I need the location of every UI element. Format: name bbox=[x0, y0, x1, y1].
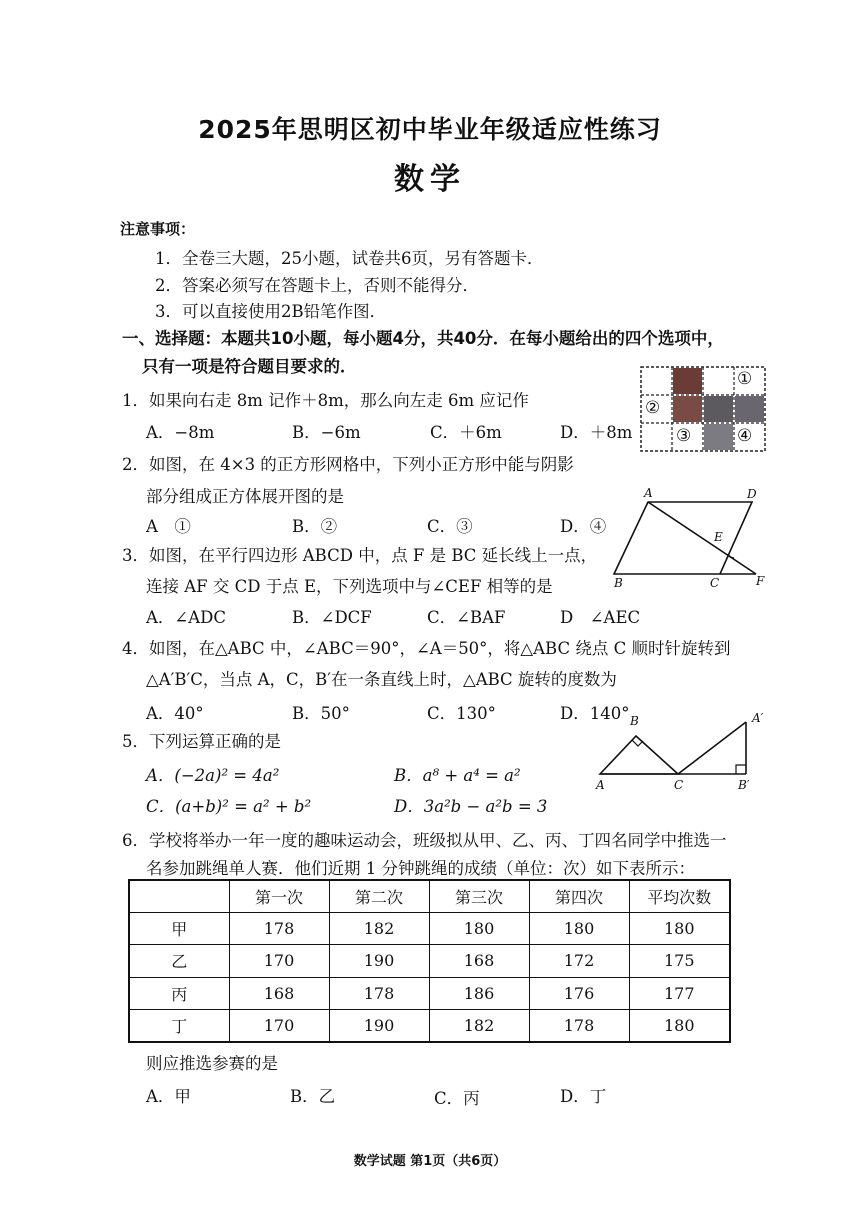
q2-option-d: D．④ bbox=[560, 517, 607, 536]
q5-option-d: D．3a²b − a²b = 3 bbox=[394, 797, 548, 816]
table-cell: 170 bbox=[229, 1009, 329, 1042]
subject-title: 数学 bbox=[394, 162, 466, 197]
table-cell: 176 bbox=[529, 977, 629, 1009]
table-cell: 180 bbox=[429, 913, 529, 945]
q3-parallelogram-figure bbox=[600, 488, 780, 594]
q1-stem: 1．如果向右走 8m 记作＋8m，那么向左走 6m 应记作 bbox=[122, 391, 529, 410]
table-header-cell: 平均次数 bbox=[629, 880, 730, 913]
table-cell: 178 bbox=[229, 913, 329, 945]
q1-option-c: C．＋6m bbox=[430, 423, 502, 442]
page-footer: 数学试题 第1页（共6页） bbox=[353, 1154, 507, 1169]
q5-stem: 5．下列运算正确的是 bbox=[122, 732, 281, 751]
q3-stem-cont: 连接 AF 交 CD 于点 E，下列选项中与∠CEF 相等的是 bbox=[146, 577, 553, 596]
table-cell: 190 bbox=[329, 945, 429, 977]
table-header-cell: 第四次 bbox=[529, 880, 629, 913]
q1-option-d: D．＋8m bbox=[560, 423, 633, 442]
q2-grid-figure bbox=[640, 366, 768, 458]
label-a: A bbox=[596, 778, 605, 792]
table-cell: 168 bbox=[429, 945, 529, 977]
q4-option-d: D．140° bbox=[560, 704, 630, 723]
label-b: B bbox=[630, 714, 639, 728]
notes-heading: 注意事项： bbox=[120, 220, 196, 238]
q6-stem: 6．学校将举办一年一度的趣味运动会，班级拟从甲、乙、丙、丁四名同学中推选一 bbox=[122, 831, 727, 850]
q6-option-d: D．丁 bbox=[560, 1087, 607, 1106]
grid-label-2: ② bbox=[645, 398, 661, 418]
q4-stem-cont: △A′B′C，当点 A，C，B′在一条直线上时，△ABC 旋转的度数为 bbox=[146, 670, 617, 689]
label-b: B bbox=[614, 576, 623, 590]
table-row bbox=[129, 913, 730, 945]
label-c: C bbox=[710, 576, 720, 590]
table-cell: 178 bbox=[529, 1009, 629, 1042]
table-cell: 190 bbox=[329, 1009, 429, 1042]
notes-item: 2．答案必须写在答题卡上，否则不能得分． bbox=[155, 276, 479, 295]
notes-item: 3．可以直接使用2B铅笔作图． bbox=[155, 302, 387, 321]
q6-option-b: B．乙 bbox=[290, 1087, 336, 1106]
q4-rotation-figure bbox=[592, 712, 777, 794]
label-b-prime: B′ bbox=[738, 778, 750, 792]
q2-option-b: B．② bbox=[292, 517, 338, 536]
table-cell: 182 bbox=[329, 913, 429, 945]
notes-item: 1．全卷三大题，25小题，试卷共6页，另有答题卡． bbox=[155, 249, 544, 268]
q1-option-b: B．−6m bbox=[292, 423, 361, 442]
table-cell: 170 bbox=[229, 945, 329, 977]
label-a: A bbox=[644, 486, 653, 500]
q3-option-c: C．∠BAF bbox=[427, 608, 506, 627]
q5-option-b: B．a⁸ + a⁴ = a² bbox=[394, 766, 521, 785]
q3-option-a: A．∠ADC bbox=[146, 608, 227, 627]
q3-stem: 3．如图，在平行四边形 ABCD 中，点 F 是 BC 延长线上一点， bbox=[122, 546, 598, 565]
table-cell: 180 bbox=[629, 913, 730, 945]
q4-stem: 4．如图，在△ABC 中，∠ABC＝90°，∠A＝50°，将△ABC 绕点 C 顺时针旋转到 bbox=[122, 639, 731, 658]
q2-stem-cont: 部分组成正方体展开图的是 bbox=[146, 487, 344, 506]
q2-option-c: C．③ bbox=[427, 517, 473, 536]
table-cell: 丙 bbox=[129, 977, 229, 1009]
q6-question: 则应推选参赛的是 bbox=[146, 1054, 278, 1073]
table-cell: 丁 bbox=[129, 1009, 229, 1042]
table-header-cell bbox=[129, 880, 229, 913]
q5-option-c: C．(a+b)² = a² + b² bbox=[146, 797, 312, 816]
q5-option-a: A．(−2a)² = 4a² bbox=[146, 766, 280, 785]
table-cell: 172 bbox=[529, 945, 629, 977]
q6-option-c: C．丙 bbox=[434, 1089, 480, 1108]
exam-title: 2025年思明区初中毕业年级适应性练习 bbox=[198, 115, 662, 144]
table-row bbox=[129, 945, 730, 977]
label-e: E bbox=[714, 530, 723, 544]
label-a-prime: A′ bbox=[752, 711, 764, 725]
q4-option-b: B．50° bbox=[292, 704, 350, 723]
table-cell: 175 bbox=[629, 945, 730, 977]
grid-label-4: ④ bbox=[737, 426, 753, 446]
table-cell: 178 bbox=[329, 977, 429, 1009]
table-cell: 乙 bbox=[129, 945, 229, 977]
section-heading-cont: 只有一项是符合题目要求的． bbox=[142, 357, 357, 376]
table-cell: 182 bbox=[429, 1009, 529, 1042]
table-cell: 186 bbox=[429, 977, 529, 1009]
grid-label-3: ③ bbox=[676, 426, 692, 446]
label-c: C bbox=[674, 778, 684, 792]
table-header-cell: 第一次 bbox=[229, 880, 329, 913]
q4-option-c: C．130° bbox=[427, 704, 496, 723]
q6-stem-cont: 名参加跳绳单人赛．他们近期 1 分钟跳绳的成绩（单位：次）如下表所示： bbox=[146, 859, 695, 878]
table-cell: 180 bbox=[529, 913, 629, 945]
q6-option-a: A．甲 bbox=[146, 1087, 191, 1106]
q1-option-a: A．−8m bbox=[146, 423, 215, 442]
table-cell: 168 bbox=[229, 977, 329, 1009]
q3-option-d: D ∠AEC bbox=[560, 608, 641, 627]
table-row bbox=[129, 1009, 730, 1042]
table-header-cell: 第三次 bbox=[429, 880, 529, 913]
table-row bbox=[129, 977, 730, 1009]
section-heading: 一、选择题：本题共10小题，每小题4分，共40分．在每小题给出的四个选项中， bbox=[122, 329, 724, 348]
q4-option-a: A．40° bbox=[146, 704, 204, 723]
table-cell: 180 bbox=[629, 1009, 730, 1042]
q2-stem: 2．如图，在 4×3 的正方形网格中，下列小正方形中能与阴影 bbox=[122, 455, 574, 474]
label-f: F bbox=[756, 574, 765, 588]
q2-option-a: A ① bbox=[146, 517, 191, 536]
grid-label-1: ① bbox=[737, 369, 753, 389]
table-cell: 甲 bbox=[129, 913, 229, 945]
table-header-row bbox=[129, 880, 730, 913]
label-d: D bbox=[747, 487, 757, 501]
table-header-cell: 第二次 bbox=[329, 880, 429, 913]
score-table bbox=[128, 879, 731, 1043]
q3-option-b: B．∠DCF bbox=[292, 608, 372, 627]
table-cell: 177 bbox=[629, 977, 730, 1009]
